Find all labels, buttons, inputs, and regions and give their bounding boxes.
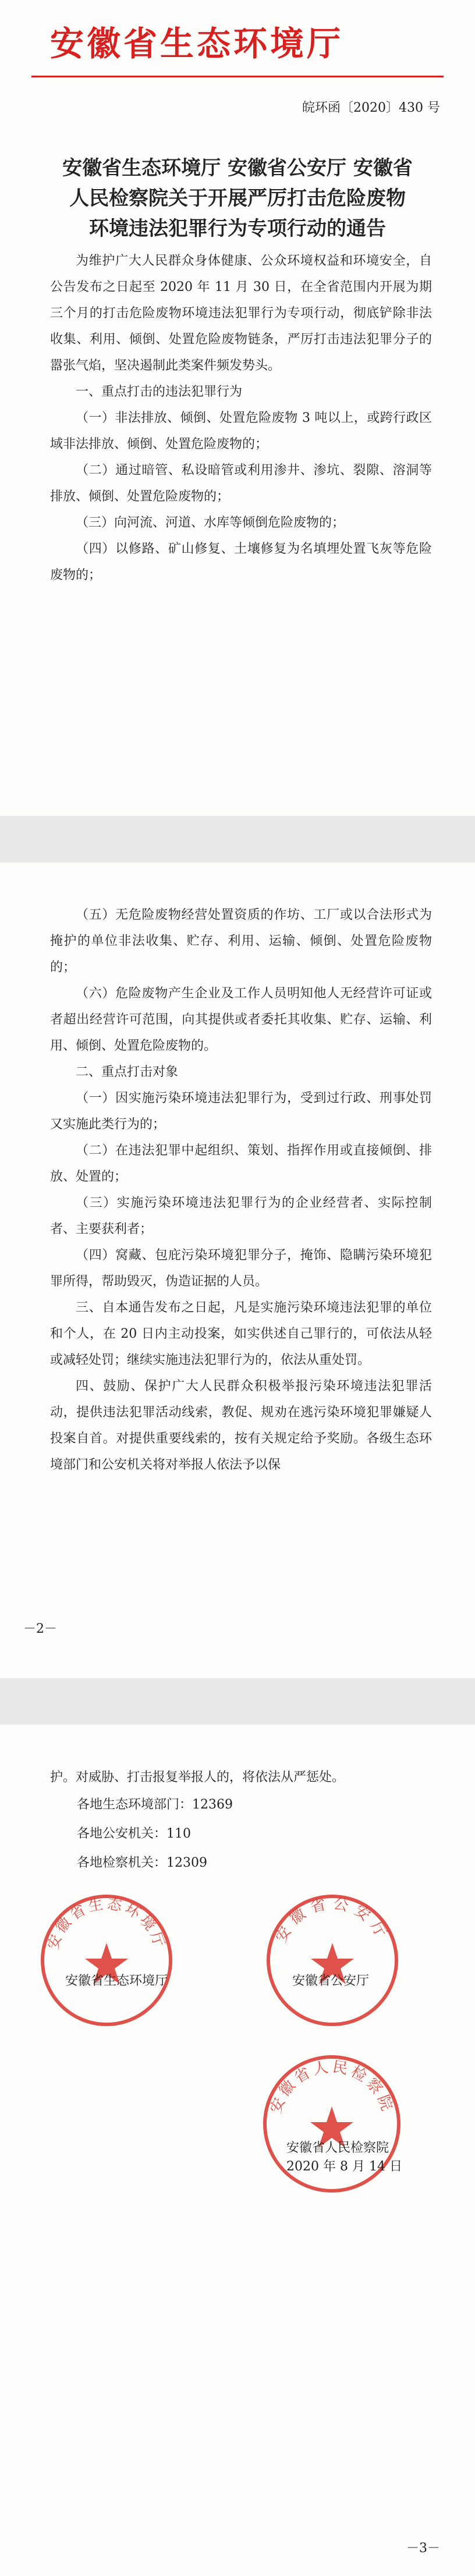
section2-item-3: （三）实施污染环境违法犯罪行为的企业经营者、实际控制者、主要获利者；	[50, 1196, 432, 1237]
org-header-title: 安徽省生态环境厅	[50, 24, 344, 63]
procuratorate-signature-block	[286, 2139, 402, 2176]
page1-body	[50, 248, 432, 588]
section3-paragraph: 三、自本通告发布之日起，凡是实施污染环境违法犯罪的单位和个人，在 20 日内主动投案，如实供述自己罪行的，可依法从轻或减轻处罚；继续实施违法犯罪行为的，依法从重处罚。	[50, 1301, 432, 1367]
section1-item-4: （四）以修路、矿山修复、土壤修复为名填埋处置飞灰等危险废物的；	[50, 542, 432, 582]
page2-body	[50, 902, 432, 1478]
page-number-3: －3－	[406, 2541, 440, 2556]
section1-item-6: （六）危险废物产生企业及工作人员明知他人无经营许可证或者超出经营许可范围，向其提供或者委托其收集、贮存、运输、利用、倾倒、处置危险废物的。	[50, 986, 432, 1053]
contact-env: 各地生态环境部门：12369	[77, 1797, 233, 1812]
section4-paragraph: 四、鼓励、保护广大人民群众积极举报污染环境违法犯罪活动，提供违法犯罪活动线索，教促、规劝在逃污染环境犯罪嫌疑人投案自首。对提供重要线索的，按有关规定给予奖励。各级生态环境部门和公安机关将对举报人依法予以保	[50, 1379, 432, 1472]
notice-title	[35, 153, 440, 244]
contacts-block	[50, 1764, 432, 1878]
notice-title-line3: 环境违法犯罪行为专项行动的通告	[89, 217, 386, 240]
page-number-2: －2－	[23, 1622, 57, 1636]
section2-item-4: （四）窝藏、包庇污染环境犯罪分子，掩饰、隐瞒污染环境犯罪所得，帮助毁灭，伪造证据的人员。	[50, 1248, 432, 1289]
intro-paragraph: 为维护广大人民群众身体健康、公众环境权益和环境安全，自公告发布之日起至 2020 年 11 月 30 日，在全省范围内开展为期三个月的打击危险废物环境违法犯罪行为专项行动，彻底铲除非法收集、利用、倾倒、处置危险废物链条，严厉打击违法犯罪分子的嚣张气焰，坚决遏制此类案件频发势头。	[50, 254, 432, 373]
env-dept-seal	[34, 1888, 179, 2033]
section1-item-5: （五）无危险废物经营处置资质的作坊、工厂或以合法形式为掩护的单位非法收集、贮存、利用、运输、倾倒、处置危险废物的；	[50, 908, 432, 975]
section1-item-2: （二）通过暗管、私设暗管或利用渗井、渗坑、裂隙、溶洞等排放、倾倒、处置危险废物的；	[50, 463, 432, 504]
section1-item-1: （一）非法排放、倾倒、处置危险废物 3 吨以上，或跨行政区域非法排放、倾倒、处置危险废物的；	[50, 411, 432, 452]
page-1	[0, 0, 475, 816]
section1-heading: 一、重点打击的违法犯罪行为	[76, 385, 243, 399]
section2-item-2: （二）在违法犯罪中起组织、策划、指挥作用或直接倾倒、排放、处置的；	[50, 1143, 432, 1184]
notice-title-line2: 人民检察院关于开展严厉打击危险废物	[69, 187, 406, 210]
section4-continuation: 护。对威胁、打击报复举报人的，将依法从严惩处。	[50, 1770, 345, 1785]
section1-item-3: （三）向河流、河道、水库等倾倒危险废物的；	[76, 516, 345, 530]
procuratorate-seal-text: 安徽省人民检察院	[267, 2058, 397, 2116]
page-3	[0, 1725, 475, 2576]
public-security-signature: 安徽省公安厅	[292, 1974, 370, 1988]
section2-item-1: （一）因实施污染环境违法犯罪行为，受到过行政、刑事处罚又实施此类行为的；	[50, 1091, 432, 1132]
env-dept-signature: 安徽省生态环境厅	[65, 1974, 168, 1988]
contact-police: 各地公安机关：110	[77, 1827, 191, 1841]
document-number: 皖环函〔2020〕430 号	[302, 101, 440, 115]
contact-procuratorate: 各地检察机关：12309	[77, 1856, 207, 1870]
notice-title-line1: 安徽省生态环境厅 安徽省公安厅 安徽省	[62, 157, 413, 180]
signature-date: 2020 年 8 月 14 日	[286, 2159, 402, 2174]
public-security-seal-text: 安徽省公安厅	[272, 1895, 393, 1946]
procuratorate-signature: 安徽省人民检察院	[286, 2141, 389, 2155]
section2-heading: 二、重点打击对象	[76, 1065, 179, 1079]
env-dept-seal-text: 安徽省生态环境厅	[44, 1895, 169, 1952]
procuratorate-seal	[256, 2048, 407, 2200]
public-security-seal	[260, 1888, 405, 2033]
svg-text:安徽省公安厅	[272, 1895, 392, 1945]
header-red-rule	[31, 76, 444, 77]
page-2	[0, 862, 475, 1678]
